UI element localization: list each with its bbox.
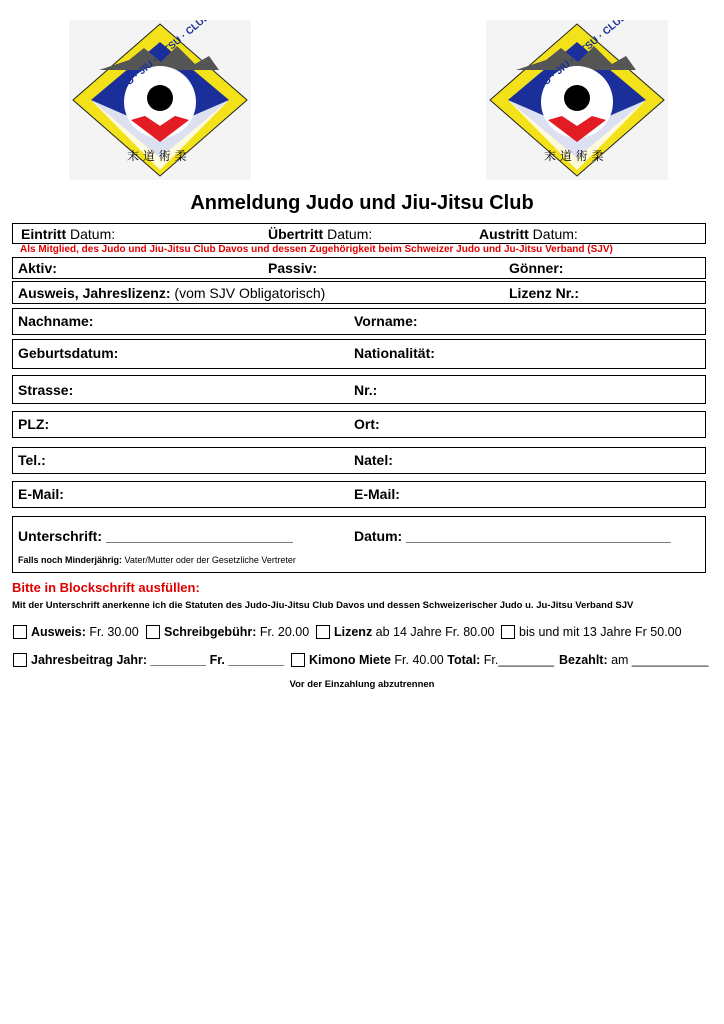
block-letters-heading: Bitte in Blockschrift ausfüllen: (12, 580, 200, 595)
minor-note: Falls noch Minderjährig: Vater/Mutter oder der Gesetzliche Vertreter (18, 555, 296, 565)
kimono-checkbox[interactable] (291, 653, 305, 667)
street-row (12, 375, 706, 404)
natel-field[interactable]: Natel: (354, 452, 393, 468)
strasse-field[interactable]: Strasse: (18, 382, 74, 398)
vorname-field[interactable]: Vorname: (354, 313, 418, 329)
phone-row (12, 447, 706, 474)
ausweis-field[interactable]: Ausweis, Jahreslizenz: (vom SJV Obligatorisch) (18, 285, 326, 301)
membership-note: Als Mitglied, des Judo und Jiu-Jitsu Club Davos und dessen Zugehörigkeit beim Schweizer Judo und Ju-Jitsu Verband (SJV) (20, 244, 613, 255)
svg-text:末 道 術 柔: 末 道 術 柔 (544, 149, 604, 163)
city-row (12, 411, 706, 438)
uebertritt-field[interactable]: Übertritt Datum: (268, 226, 373, 242)
datum-signature-field[interactable]: Datum: __________________________________ (354, 528, 671, 544)
ort-field[interactable]: Ort: (354, 416, 380, 432)
jahresbeitrag-checkbox[interactable] (13, 653, 27, 667)
page-title: Anmeldung Judo und Jiu-Jitsu Club (190, 192, 534, 214)
junior-lizenz-checkbox[interactable] (501, 625, 515, 639)
geburtsdatum-field[interactable]: Geburtsdatum: (18, 345, 119, 361)
ausweis-fee-label: Ausweis: Fr. 30.00 (31, 625, 139, 639)
club-logo-right (486, 20, 668, 180)
jahresbeitrag-field[interactable]: Jahresbeitrag Jahr: ________ Fr. ________ (31, 653, 284, 667)
birth-row (12, 339, 706, 369)
goenner-field[interactable]: Gönner: (509, 260, 564, 276)
email-row (12, 481, 706, 508)
lizenz-nr-field[interactable]: Lizenz Nr.: (509, 285, 580, 301)
unterschrift-field[interactable]: Unterschrift: ________________________ (18, 528, 293, 544)
aktiv-field[interactable]: Aktiv: (18, 260, 57, 276)
license-row (12, 281, 706, 304)
status-row (12, 223, 706, 244)
email-field-1[interactable]: E-Mail: (18, 486, 64, 502)
plz-field[interactable]: PLZ: (18, 416, 50, 432)
statutes-text: Mit der Unterschrift anerkenne ich die Statuten des Judo-Jiu-Jitsu Club Davos und dessen Schweizerischer Judo u. Ju-Jitsu Verband SJV (12, 600, 634, 611)
logo-text-left: JUDO · JIU · JITSU · CLUB (108, 20, 213, 101)
member-type-row (12, 257, 706, 279)
logo-text-right: JUDO · JIU · JITSU · CLUB (525, 20, 630, 101)
nachname-field[interactable]: Nachname: (18, 313, 94, 329)
schreibgebuehr-fee-label: Schreibgebühr: Fr. 20.00 (164, 625, 310, 639)
signature-box (12, 516, 706, 573)
bezahlt-field[interactable]: Bezahlt: am ___________ (559, 653, 709, 667)
passiv-field[interactable]: Passiv: (268, 260, 318, 276)
lizenz-checkbox[interactable] (316, 625, 330, 639)
tel-field[interactable]: Tel.: (18, 452, 46, 468)
svg-text:末 道 術 柔: 末 道 術 柔 (127, 149, 187, 163)
email-field-2[interactable]: E-Mail: (354, 486, 400, 502)
nationalitaet-field[interactable]: Nationalität: (354, 345, 435, 361)
junior-lizenz-fee-label: bis und mit 13 Jahre Fr 50.00 (519, 625, 682, 639)
lizenz-fee-label: Lizenz ab 14 Jahre Fr. 80.00 (334, 625, 495, 639)
ausweis-checkbox[interactable] (13, 625, 27, 639)
club-logo-left (69, 20, 251, 180)
schreibgebuehr-checkbox[interactable] (146, 625, 160, 639)
eintritt-field[interactable]: Eintritt Datum: (21, 226, 116, 242)
kimono-fee-label[interactable]: Kimono Miete Fr. 40.00 Total: Fr.________ (309, 653, 554, 667)
austritt-field[interactable]: Austritt Datum: (479, 226, 578, 242)
nr-field[interactable]: Nr.: (354, 382, 378, 398)
name-row (12, 308, 706, 335)
cut-line-note: Vor der Einzahlung abzutrennen (289, 679, 435, 690)
